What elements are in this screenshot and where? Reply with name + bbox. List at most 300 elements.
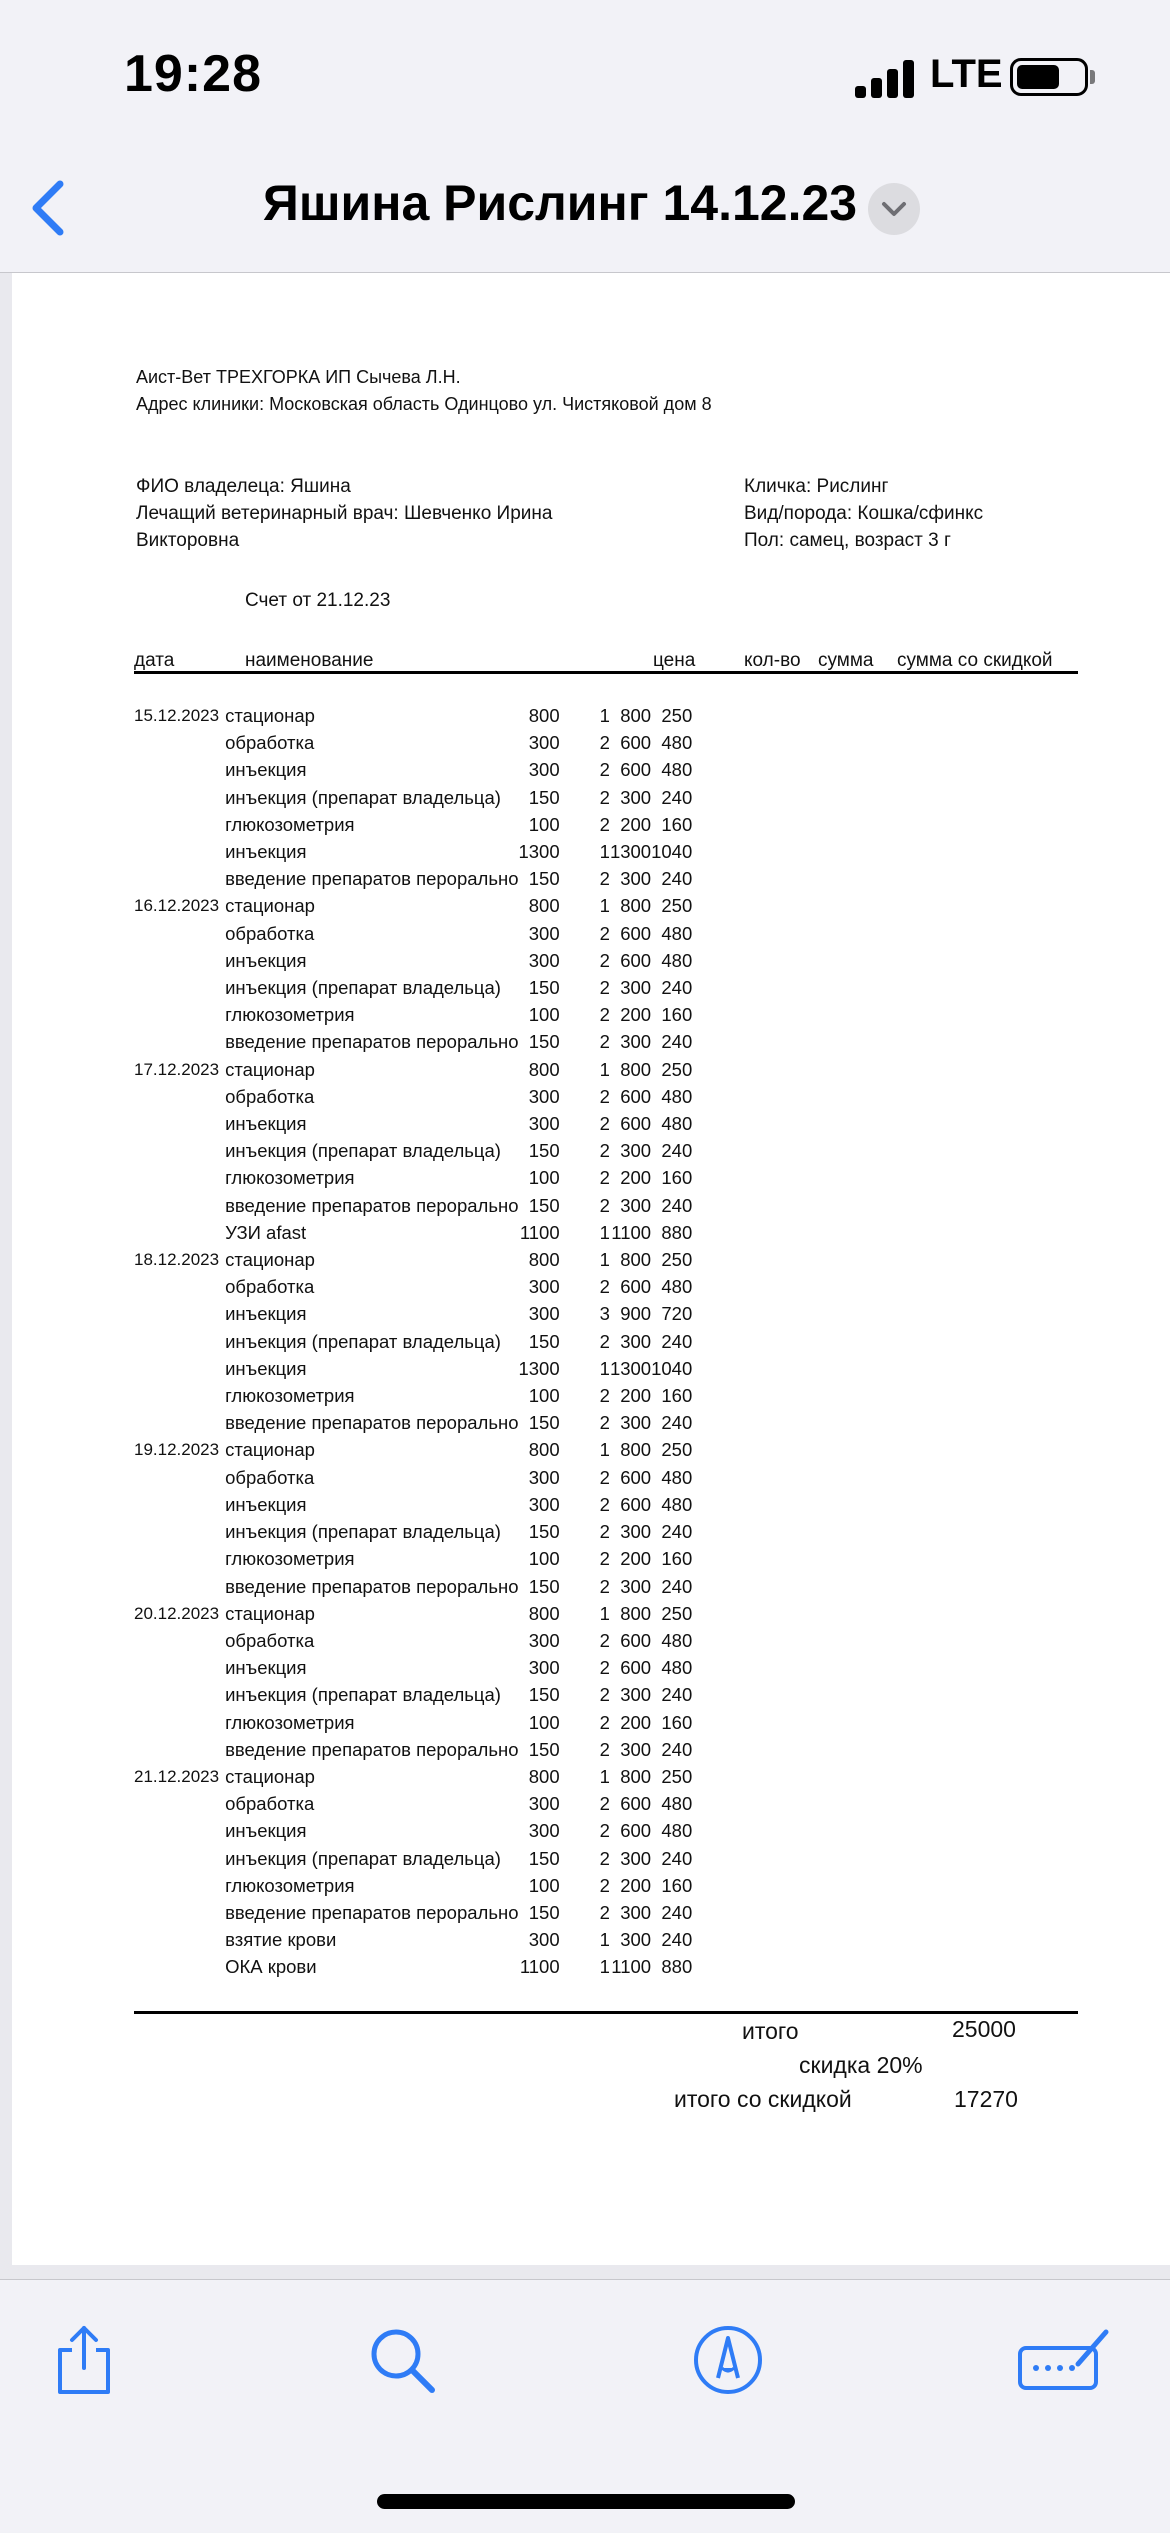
row-price: 150	[528, 1031, 560, 1053]
row-date	[134, 1382, 225, 1409]
row-date	[134, 1681, 225, 1708]
row-price: 100	[528, 1385, 560, 1407]
status-time: 19:28	[124, 45, 262, 103]
row-service: инъекция	[225, 1357, 307, 1379]
row-qty: 1	[599, 1357, 610, 1379]
pet-name: Кличка: Рислинг	[744, 476, 889, 497]
row-price: 150	[528, 1412, 560, 1434]
table-row	[134, 1736, 692, 1763]
row-qty: 2	[599, 1901, 610, 1923]
row-qty: 2	[599, 922, 610, 944]
row-sum: 300	[620, 786, 652, 808]
row-date	[134, 1409, 225, 1436]
row-price: 150	[528, 1521, 560, 1543]
row-date	[134, 1083, 225, 1110]
table-row	[134, 784, 692, 811]
row-qty: 2	[599, 1521, 610, 1543]
row-price: 100	[528, 1874, 560, 1896]
row-service: глюкозометрия	[225, 1167, 355, 1189]
row-sum: 200	[620, 1548, 652, 1570]
row-sum: 300	[620, 1738, 652, 1760]
row-sum: 600	[620, 759, 652, 781]
row-sum: 1100	[611, 1221, 652, 1243]
row-discount-sum: 240	[661, 1847, 693, 1869]
row-sum: 300	[620, 1330, 652, 1352]
totals-rule	[134, 2011, 1078, 2014]
row-service: введение препаратов перорально	[225, 1194, 519, 1216]
row-price: 300	[528, 1629, 560, 1651]
row-price: 100	[528, 1548, 560, 1570]
row-price: 800	[528, 1249, 560, 1271]
row-date	[134, 1736, 225, 1763]
table-row	[134, 1953, 692, 1980]
table-row	[134, 1028, 692, 1055]
row-price: 150	[528, 977, 560, 999]
clinic-address: Адрес клиники: Московская область Одинцово ул. Чистяковой дом 8	[136, 394, 712, 414]
pet-sex-age: Пол: самец, возраст 3 г	[744, 530, 951, 551]
col-header-name: наименование	[245, 650, 374, 671]
row-discount-sum: 880	[661, 1956, 693, 1978]
table-row	[134, 1137, 692, 1164]
table-row	[134, 1246, 692, 1273]
table-row	[134, 1763, 692, 1790]
row-discount-sum: 240	[661, 786, 693, 808]
final-total-label: итого со скидкой	[674, 2086, 852, 2112]
row-qty: 2	[599, 1575, 610, 1597]
signature-button[interactable]	[1014, 2320, 1114, 2400]
table-row	[134, 1545, 692, 1572]
table-row	[134, 1355, 692, 1382]
navigation-bar	[0, 150, 1170, 273]
title-menu-button[interactable]	[868, 183, 920, 235]
row-discount-sum: 480	[661, 949, 693, 971]
clinic-name: Аист-Вет ТРЕХГОРКА ИП Сычева Л.Н.	[136, 367, 461, 387]
row-qty: 1	[599, 1221, 610, 1243]
col-header-date: дата	[134, 650, 175, 671]
table-row	[134, 1409, 692, 1436]
row-sum: 300	[620, 1575, 652, 1597]
markup-button[interactable]	[688, 2320, 768, 2400]
row-discount-sum: 250	[661, 895, 693, 917]
row-date: 19.12.2023	[134, 1440, 220, 1460]
row-service: обработка	[225, 1793, 315, 1815]
row-service: стационар	[225, 1765, 315, 1787]
row-service: инъекция (препарат владельца)	[225, 1684, 501, 1706]
row-sum: 200	[620, 813, 652, 835]
row-price: 800	[528, 1058, 560, 1080]
row-date	[134, 1355, 225, 1382]
row-price: 800	[528, 1602, 560, 1624]
row-service: глюкозометрия	[225, 813, 355, 835]
row-discount-sum: 160	[661, 1004, 693, 1026]
row-date	[134, 1300, 225, 1327]
row-qty: 1	[599, 1058, 610, 1080]
row-discount-sum: 240	[661, 1521, 693, 1543]
share-button[interactable]	[44, 2320, 124, 2400]
row-price: 800	[528, 895, 560, 917]
keyboard-signature-icon	[1014, 2320, 1114, 2400]
row-date	[134, 1491, 225, 1518]
row-qty: 2	[599, 1820, 610, 1842]
row-sum: 300	[620, 1684, 652, 1706]
row-qty: 2	[599, 1276, 610, 1298]
row-price: 300	[528, 1793, 560, 1815]
row-date	[134, 729, 225, 756]
row-sum: 600	[620, 732, 652, 754]
table-row	[134, 974, 692, 1001]
row-discount-sum: 480	[661, 759, 693, 781]
row-sum: 200	[620, 1385, 652, 1407]
row-qty: 1	[599, 1439, 610, 1461]
chevron-down-icon	[868, 183, 920, 235]
row-discount-sum: 240	[661, 1412, 693, 1434]
table-row	[134, 892, 692, 919]
row-service: обработка	[225, 922, 315, 944]
row-date	[134, 1790, 225, 1817]
row-sum: 600	[620, 1793, 652, 1815]
invoice-date: Счет от 21.12.23	[245, 590, 391, 611]
table-row	[134, 1056, 692, 1083]
row-date: 17.12.2023	[134, 1059, 220, 1079]
row-price: 100	[528, 813, 560, 835]
row-service: инъекция (препарат владельца)	[225, 1847, 501, 1869]
row-qty: 2	[599, 868, 610, 890]
row-qty: 2	[599, 977, 610, 999]
row-price: 1300	[518, 1357, 560, 1379]
row-price: 150	[528, 786, 560, 808]
row-discount-sum: 240	[661, 1738, 693, 1760]
row-qty: 2	[599, 1684, 610, 1706]
row-price: 150	[528, 1194, 560, 1216]
row-service: инъекция	[225, 1493, 307, 1515]
row-price: 300	[528, 1820, 560, 1842]
row-qty: 2	[599, 1194, 610, 1216]
row-service: глюкозометрия	[225, 1004, 355, 1026]
total-value: 25000	[952, 2016, 1016, 2042]
row-sum: 800	[620, 895, 652, 917]
search-button[interactable]	[362, 2320, 442, 2400]
row-sum: 300	[620, 977, 652, 999]
row-sum: 1100	[611, 1956, 652, 1978]
row-service: инъекция	[225, 841, 307, 863]
row-discount-sum: 240	[661, 1575, 693, 1597]
row-sum: 300	[620, 1412, 652, 1434]
row-discount-sum: 480	[661, 1820, 693, 1842]
row-date	[134, 1899, 225, 1926]
row-sum: 300	[620, 1194, 652, 1216]
row-price: 300	[528, 1085, 560, 1107]
row-date	[134, 1654, 225, 1681]
row-date	[134, 838, 225, 865]
table-row	[134, 1627, 692, 1654]
table-row	[134, 1491, 692, 1518]
table-row	[134, 1654, 692, 1681]
row-price: 300	[528, 1113, 560, 1135]
row-qty: 1	[599, 1956, 610, 1978]
owner-name: ФИО владелеца: Яшина	[136, 476, 351, 497]
row-service: инъекция	[225, 1820, 307, 1842]
row-service: обработка	[225, 1466, 315, 1488]
table-row	[134, 1164, 692, 1191]
row-discount-sum: 240	[661, 1330, 693, 1352]
row-sum: 600	[620, 1820, 652, 1842]
row-sum: 800	[620, 1439, 652, 1461]
battery-icon	[1010, 58, 1088, 96]
row-service: введение препаратов перорально	[225, 1738, 519, 1760]
table-row	[134, 1083, 692, 1110]
row-price: 150	[528, 1847, 560, 1869]
row-price: 150	[528, 1738, 560, 1760]
row-sum: 600	[620, 1493, 652, 1515]
row-price: 300	[528, 732, 560, 754]
row-service: инъекция	[225, 1113, 307, 1135]
row-qty: 2	[599, 1330, 610, 1352]
row-discount-sum: 240	[661, 868, 693, 890]
row-price: 100	[528, 1711, 560, 1733]
row-date	[134, 811, 225, 838]
row-sum: 200	[620, 1004, 652, 1026]
row-qty: 2	[599, 1167, 610, 1189]
row-price: 100	[528, 1167, 560, 1189]
table-row	[134, 1273, 692, 1300]
home-indicator[interactable]	[377, 2494, 795, 2509]
row-qty: 2	[599, 1874, 610, 1896]
network-type: LTE	[930, 52, 1003, 96]
row-sum: 200	[620, 1711, 652, 1733]
row-sum: 800	[620, 705, 652, 726]
row-price: 150	[528, 1684, 560, 1706]
row-price: 100	[528, 1004, 560, 1026]
row-date	[134, 1219, 225, 1246]
row-date	[134, 1573, 225, 1600]
row-qty: 2	[599, 732, 610, 754]
row-service: взятие крови	[225, 1929, 337, 1951]
row-date	[134, 1464, 225, 1491]
row-sum: 600	[620, 1629, 652, 1651]
row-discount-sum: 160	[661, 1548, 693, 1570]
table-row	[134, 1899, 692, 1926]
row-discount-sum: 250	[661, 1602, 693, 1624]
table-row	[134, 920, 692, 947]
row-service: стационар	[225, 1058, 315, 1080]
row-qty: 2	[599, 786, 610, 808]
row-qty: 2	[599, 1004, 610, 1026]
row-discount-sum: 480	[661, 1793, 693, 1815]
row-sum: 300	[620, 868, 652, 890]
row-price: 300	[528, 1493, 560, 1515]
row-discount-sum: 250	[661, 1249, 693, 1271]
row-qty: 2	[599, 1412, 610, 1434]
discount-label: скидка 20%	[799, 2052, 923, 2078]
row-qty: 1	[599, 705, 610, 726]
row-date: 20.12.2023	[134, 1603, 220, 1623]
table-row	[134, 702, 692, 729]
row-service: обработка	[225, 1085, 315, 1107]
row-sum: 1300	[609, 841, 652, 863]
document-title[interactable]: Яшина Рислинг 14.12.23	[262, 175, 858, 231]
row-date	[134, 947, 225, 974]
row-sum: 800	[620, 1765, 652, 1787]
row-qty: 2	[599, 1847, 610, 1869]
row-qty: 1	[599, 1765, 610, 1787]
battery-tip	[1090, 70, 1095, 84]
table-row	[134, 1464, 692, 1491]
final-total-value: 17270	[954, 2086, 1018, 2112]
row-price: 300	[528, 949, 560, 971]
row-discount-sum: 480	[661, 732, 693, 754]
row-sum: 600	[620, 1085, 652, 1107]
table-row	[134, 865, 692, 892]
row-date	[134, 1137, 225, 1164]
row-price: 1100	[519, 1221, 560, 1243]
row-service: стационар	[225, 895, 315, 917]
pet-species: Вид/порода: Кошка/сфинкс	[744, 503, 984, 524]
doctor-name-cont: Викторовна	[136, 530, 240, 551]
row-price: 1300	[518, 841, 560, 863]
row-service: инъекция (препарат владельца)	[225, 786, 501, 808]
row-date	[134, 865, 225, 892]
row-date	[134, 1001, 225, 1028]
row-service: введение препаратов перорально	[225, 868, 519, 890]
row-service: глюкозометрия	[225, 1548, 355, 1570]
row-price: 150	[528, 1575, 560, 1597]
col-header-sum: сумма	[818, 650, 874, 671]
row-date	[134, 1164, 225, 1191]
row-qty: 2	[599, 1738, 610, 1760]
table-row	[134, 1219, 692, 1246]
doctor-name: Лечащий ветеринарный врач: Шевченко Ирина	[136, 503, 553, 524]
row-discount-sum: 250	[661, 1765, 693, 1787]
row-discount-sum: 480	[661, 1466, 693, 1488]
row-qty: 2	[599, 1031, 610, 1053]
row-date	[134, 1953, 225, 1980]
row-service: глюкозометрия	[225, 1711, 355, 1733]
row-service: инъекция (препарат владельца)	[225, 1521, 501, 1543]
row-date: 18.12.2023	[134, 1250, 220, 1270]
row-date	[134, 974, 225, 1001]
row-discount-sum: 240	[661, 977, 693, 999]
row-discount-sum: 480	[661, 1113, 693, 1135]
row-service: введение препаратов перорально	[225, 1031, 519, 1053]
table-row	[134, 838, 692, 865]
row-discount-sum: 1040	[651, 841, 693, 863]
row-date	[134, 1872, 225, 1899]
table-row	[134, 811, 692, 838]
col-header-price: цена	[653, 650, 696, 671]
row-price: 150	[528, 868, 560, 890]
row-qty: 1	[599, 1249, 610, 1271]
row-discount-sum: 480	[661, 922, 693, 944]
table-row	[134, 1518, 692, 1545]
row-date	[134, 1926, 225, 1953]
row-discount-sum: 240	[661, 1901, 693, 1923]
row-price: 300	[528, 1657, 560, 1679]
row-sum: 600	[620, 1113, 652, 1135]
row-qty: 2	[599, 1085, 610, 1107]
row-sum: 200	[620, 1874, 652, 1896]
row-sum: 200	[620, 1167, 652, 1189]
markup-icon	[688, 2320, 768, 2400]
row-date	[134, 1845, 225, 1872]
row-sum: 900	[620, 1303, 652, 1325]
row-date: 15.12.2023	[134, 706, 220, 725]
row-discount-sum: 240	[661, 1194, 693, 1216]
row-price: 150	[528, 1140, 560, 1162]
row-qty: 2	[599, 949, 610, 971]
table-row	[134, 1817, 692, 1844]
row-service: стационар	[225, 705, 315, 726]
table-row	[134, 1845, 692, 1872]
search-icon	[362, 2320, 442, 2400]
row-service: ОКА крови	[225, 1956, 317, 1978]
row-sum: 600	[620, 949, 652, 971]
table-row	[134, 1001, 692, 1028]
row-service: обработка	[225, 1276, 315, 1298]
row-price: 300	[528, 1929, 560, 1951]
row-date	[134, 1273, 225, 1300]
row-service: глюкозометрия	[225, 1874, 355, 1896]
row-qty: 2	[599, 1548, 610, 1570]
row-discount-sum: 480	[661, 1629, 693, 1651]
row-discount-sum: 480	[661, 1276, 693, 1298]
row-qty: 1	[599, 895, 610, 917]
row-discount-sum: 240	[661, 1684, 693, 1706]
row-qty: 2	[599, 1466, 610, 1488]
row-date	[134, 1110, 225, 1137]
row-price: 300	[528, 1466, 560, 1488]
row-discount-sum: 720	[661, 1303, 693, 1325]
row-price: 800	[528, 1439, 560, 1461]
row-qty: 2	[599, 759, 610, 781]
col-header-qty: кол-во	[744, 650, 801, 671]
items-table	[134, 702, 692, 1981]
row-qty: 2	[599, 1629, 610, 1651]
row-service: стационар	[225, 1439, 315, 1461]
row-service: обработка	[225, 1629, 315, 1651]
row-sum: 600	[620, 922, 652, 944]
row-sum: 600	[620, 1466, 652, 1488]
row-discount-sum: 480	[661, 1493, 693, 1515]
row-sum: 800	[620, 1602, 652, 1624]
row-discount-sum: 160	[661, 1874, 693, 1896]
row-service: инъекция	[225, 759, 307, 781]
table-row	[134, 1709, 692, 1736]
cellular-signal-icon	[855, 58, 917, 98]
row-sum: 600	[620, 1657, 652, 1679]
row-price: 300	[528, 922, 560, 944]
table-row	[134, 1328, 692, 1355]
row-date	[134, 920, 225, 947]
row-sum: 300	[620, 1140, 652, 1162]
row-date	[134, 1328, 225, 1355]
total-label: итого	[742, 2018, 799, 2044]
table-row	[134, 756, 692, 783]
row-date	[134, 1709, 225, 1736]
row-qty: 1	[599, 841, 610, 863]
row-price: 1100	[519, 1956, 560, 1978]
row-discount-sum: 160	[661, 813, 693, 835]
row-service: инъекция	[225, 949, 307, 971]
row-discount-sum: 160	[661, 1711, 693, 1733]
row-service: введение препаратов перорально	[225, 1575, 519, 1597]
row-discount-sum: 480	[661, 1657, 693, 1679]
row-sum: 300	[620, 1031, 652, 1053]
row-discount-sum: 160	[661, 1385, 693, 1407]
table-row	[134, 1600, 692, 1627]
row-qty: 1	[599, 1929, 610, 1951]
row-discount-sum: 250	[661, 1439, 693, 1461]
row-service: обработка	[225, 732, 315, 754]
